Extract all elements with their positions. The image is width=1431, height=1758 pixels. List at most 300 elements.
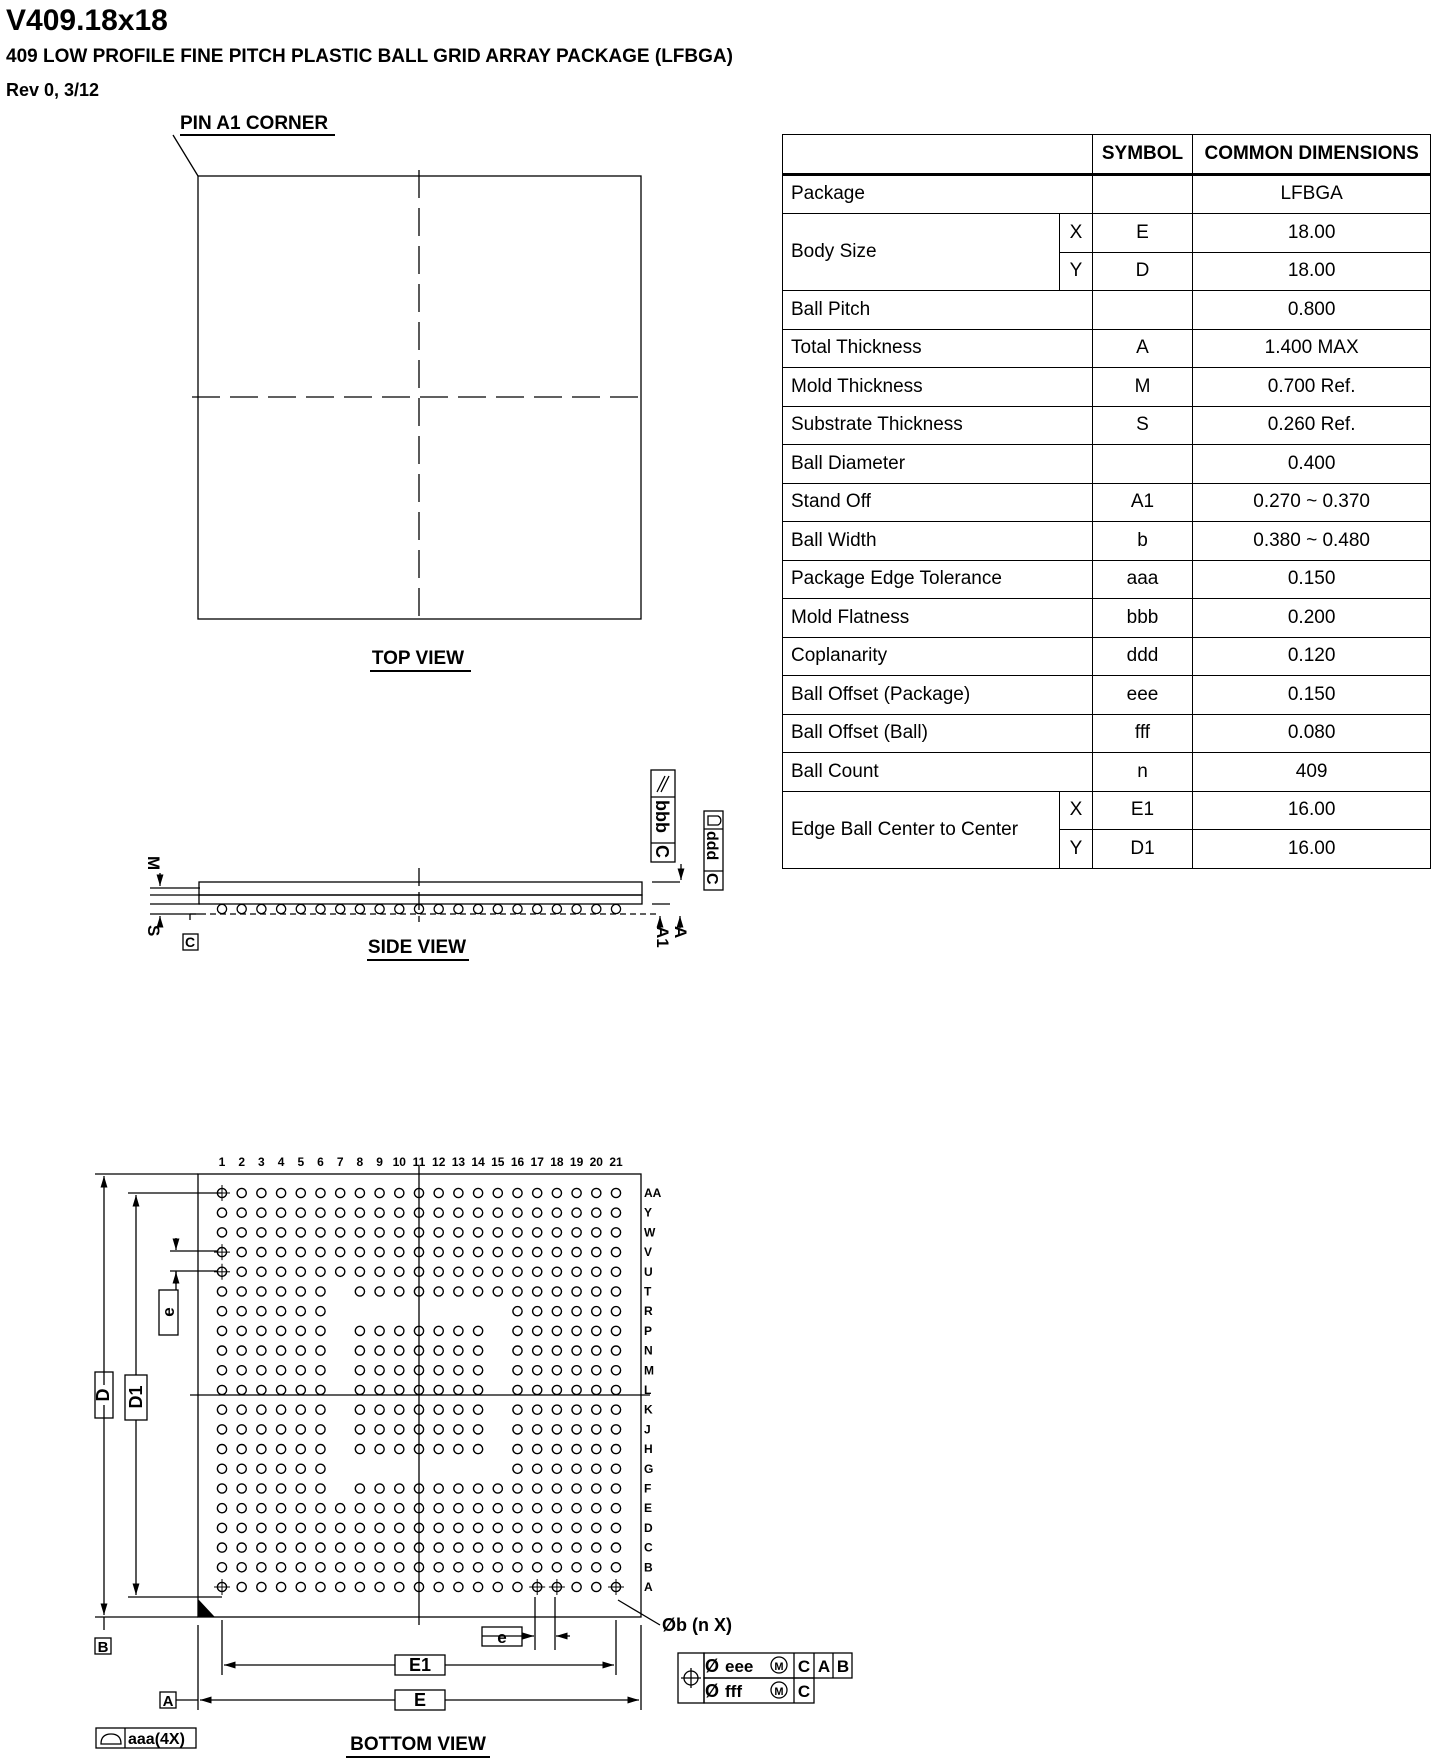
side-ball xyxy=(316,904,325,913)
ball xyxy=(592,1445,601,1454)
ball xyxy=(474,1346,483,1355)
column-label: 13 xyxy=(451,1155,466,1169)
ball xyxy=(474,1228,483,1237)
ball xyxy=(237,1326,246,1335)
ball xyxy=(355,1385,364,1394)
datum-a-label: A xyxy=(162,1693,174,1710)
side-ball xyxy=(474,904,483,913)
ball xyxy=(454,1208,463,1217)
ball xyxy=(474,1563,483,1572)
column-label: 4 xyxy=(277,1155,285,1169)
ball xyxy=(237,1346,246,1355)
pin-a1-label: PIN A1 CORNER xyxy=(180,113,329,134)
ball xyxy=(513,1248,522,1257)
row-name: Stand Off xyxy=(783,483,1093,522)
column-label: 2 xyxy=(238,1155,246,1169)
header-dims: COMMON DIMENSIONS xyxy=(1193,135,1431,175)
ball xyxy=(316,1563,325,1572)
ball xyxy=(572,1484,581,1493)
row-label: P xyxy=(644,1323,653,1338)
ball xyxy=(336,1248,345,1257)
ball xyxy=(493,1248,502,1257)
ball xyxy=(237,1307,246,1316)
ball xyxy=(533,1464,542,1473)
ball xyxy=(257,1504,266,1513)
ball xyxy=(611,1267,620,1276)
side-ball xyxy=(336,904,345,913)
ball xyxy=(296,1366,305,1375)
ball xyxy=(533,1267,542,1276)
ball xyxy=(513,1543,522,1552)
row-label: Y xyxy=(644,1205,653,1220)
ball xyxy=(552,1228,561,1237)
ball xyxy=(434,1582,443,1591)
side-ball xyxy=(454,904,463,913)
column-label: 11 xyxy=(412,1155,426,1169)
fcf-eee-datum-a: A xyxy=(817,1657,831,1676)
datum-b-label: B xyxy=(97,1639,109,1656)
ball xyxy=(296,1346,305,1355)
ball xyxy=(217,1366,226,1375)
ball xyxy=(257,1582,266,1591)
ball xyxy=(355,1504,364,1513)
ball xyxy=(395,1346,404,1355)
ball xyxy=(592,1563,601,1572)
row-label: E xyxy=(644,1501,653,1516)
ball xyxy=(395,1582,404,1591)
ball xyxy=(533,1248,542,1257)
table-row xyxy=(783,599,1431,638)
row-label: H xyxy=(644,1442,653,1457)
ball xyxy=(611,1523,620,1532)
ball xyxy=(552,1425,561,1434)
ball xyxy=(257,1543,266,1552)
substrate xyxy=(199,895,642,904)
ball xyxy=(513,1582,522,1591)
ball xyxy=(434,1346,443,1355)
ball xyxy=(257,1287,266,1296)
dim-e-pitch-vertical: e xyxy=(159,1307,178,1317)
row-axis: X xyxy=(1060,214,1092,253)
ball xyxy=(572,1326,581,1335)
dim-m-label: M xyxy=(144,856,163,871)
ball xyxy=(336,1543,345,1552)
ball xyxy=(572,1543,581,1552)
ball xyxy=(454,1346,463,1355)
row-label: U xyxy=(644,1264,653,1279)
ball xyxy=(375,1326,384,1335)
ball xyxy=(355,1346,364,1355)
ball xyxy=(592,1307,601,1316)
side-ball xyxy=(572,904,581,913)
ball xyxy=(513,1484,522,1493)
ball xyxy=(375,1504,384,1513)
ball xyxy=(257,1366,266,1375)
ball xyxy=(217,1445,226,1454)
row-axis: Y xyxy=(1060,252,1092,291)
ball xyxy=(296,1228,305,1237)
ball xyxy=(296,1543,305,1552)
mold-body xyxy=(199,882,642,895)
row-label: F xyxy=(644,1481,652,1496)
ball xyxy=(355,1267,364,1276)
fcf-eee-mmc: M xyxy=(774,1661,784,1673)
ball xyxy=(277,1326,286,1335)
row-value: 0.150 xyxy=(1193,676,1431,715)
ball xyxy=(277,1385,286,1394)
ball xyxy=(257,1563,266,1572)
column-label: 3 xyxy=(258,1155,265,1169)
ball xyxy=(316,1464,325,1473)
row-name: Ball Count xyxy=(783,753,1093,792)
ball xyxy=(533,1563,542,1572)
ball xyxy=(513,1346,522,1355)
ball xyxy=(572,1307,581,1316)
ball xyxy=(237,1425,246,1434)
ball xyxy=(454,1326,463,1335)
ball xyxy=(336,1504,345,1513)
side-ball xyxy=(217,904,226,913)
ball xyxy=(533,1484,542,1493)
column-label: 8 xyxy=(356,1155,364,1169)
ball xyxy=(454,1582,463,1591)
side-ball xyxy=(493,904,502,913)
ball xyxy=(316,1385,325,1394)
ball xyxy=(611,1307,620,1316)
ball xyxy=(316,1326,325,1335)
ball xyxy=(611,1366,620,1375)
ball xyxy=(592,1228,601,1237)
dim-s-label: S xyxy=(144,925,163,937)
ball xyxy=(552,1208,561,1217)
dim-e1-label: E1 xyxy=(408,1655,432,1675)
side-ball xyxy=(296,904,305,913)
ball xyxy=(375,1543,384,1552)
fcf-bbb-datum: C xyxy=(652,845,672,858)
ball xyxy=(572,1464,581,1473)
ball xyxy=(277,1346,286,1355)
row-symbol: bbb xyxy=(1092,599,1193,638)
dim-d1-label: D1 xyxy=(126,1385,146,1409)
ball xyxy=(552,1366,561,1375)
ball xyxy=(257,1523,266,1532)
ball xyxy=(493,1582,502,1591)
ball xyxy=(296,1445,305,1454)
ball xyxy=(493,1484,502,1493)
ball xyxy=(277,1228,286,1237)
ball xyxy=(296,1385,305,1394)
column-label: 14 xyxy=(471,1155,485,1169)
ball xyxy=(611,1405,620,1414)
ball xyxy=(552,1248,561,1257)
column-label: 1 xyxy=(218,1155,226,1169)
ball xyxy=(572,1425,581,1434)
ball xyxy=(533,1326,542,1335)
ball xyxy=(474,1366,483,1375)
ball xyxy=(611,1543,620,1552)
ball xyxy=(257,1248,266,1257)
row-value: 409 xyxy=(1193,753,1431,792)
column-label: 20 xyxy=(589,1155,603,1169)
ball xyxy=(257,1464,266,1473)
row-value: 18.00 xyxy=(1193,214,1431,253)
ball xyxy=(513,1287,522,1296)
ball xyxy=(611,1504,620,1513)
row-label: D xyxy=(644,1520,653,1535)
side-ball xyxy=(375,904,384,913)
side-ball xyxy=(434,904,443,913)
row-value: 0.120 xyxy=(1193,637,1431,676)
ball xyxy=(513,1464,522,1473)
ball xyxy=(552,1543,561,1552)
ball xyxy=(474,1385,483,1394)
column-label: 9 xyxy=(376,1155,383,1169)
table-row xyxy=(783,368,1431,407)
ball xyxy=(454,1543,463,1552)
ball xyxy=(395,1228,404,1237)
ball xyxy=(572,1287,581,1296)
ball xyxy=(336,1188,345,1197)
ball xyxy=(375,1385,384,1394)
row-symbol xyxy=(1092,291,1193,330)
ball xyxy=(434,1445,443,1454)
ball xyxy=(592,1425,601,1434)
ball xyxy=(474,1208,483,1217)
ball xyxy=(454,1523,463,1532)
ball xyxy=(277,1464,286,1473)
row-symbol: E1 xyxy=(1092,791,1193,830)
ball xyxy=(592,1464,601,1473)
ball xyxy=(277,1405,286,1414)
ball xyxy=(454,1563,463,1572)
table-row xyxy=(783,174,1431,214)
ball xyxy=(474,1248,483,1257)
ball xyxy=(296,1523,305,1532)
ball xyxy=(217,1543,226,1552)
ball xyxy=(572,1208,581,1217)
ball xyxy=(454,1267,463,1276)
row-value: 0.270 ~ 0.370 xyxy=(1193,483,1431,522)
ball xyxy=(552,1188,561,1197)
ball xyxy=(434,1267,443,1276)
ball xyxy=(237,1484,246,1493)
ball xyxy=(217,1287,226,1296)
row-label: R xyxy=(644,1304,653,1319)
ball xyxy=(611,1326,620,1335)
ball xyxy=(454,1366,463,1375)
ball xyxy=(611,1385,620,1394)
ball xyxy=(533,1188,542,1197)
ball xyxy=(316,1208,325,1217)
header-symbol: SYMBOL xyxy=(1092,135,1193,175)
row-symbol: b xyxy=(1092,522,1193,561)
ball xyxy=(533,1228,542,1237)
ball xyxy=(552,1307,561,1316)
ball xyxy=(336,1582,345,1591)
ball xyxy=(533,1445,542,1454)
ball xyxy=(592,1346,601,1355)
ball xyxy=(395,1405,404,1414)
ball xyxy=(572,1405,581,1414)
ball xyxy=(277,1543,286,1552)
ball xyxy=(296,1267,305,1276)
ball xyxy=(355,1425,364,1434)
ball xyxy=(277,1563,286,1572)
fcf-eee-diameter: Ø xyxy=(705,1656,720,1676)
ball xyxy=(395,1208,404,1217)
row-axis: X xyxy=(1060,791,1092,830)
ball xyxy=(395,1366,404,1375)
ball xyxy=(454,1228,463,1237)
fcf-ddd-value: ddd xyxy=(703,831,720,861)
ball xyxy=(592,1267,601,1276)
ball xyxy=(552,1464,561,1473)
row-label: W xyxy=(644,1225,656,1240)
column-label: 16 xyxy=(510,1155,525,1169)
ball xyxy=(592,1208,601,1217)
column-label: 10 xyxy=(392,1155,406,1169)
ball xyxy=(474,1504,483,1513)
row-name: Ball Offset (Package) xyxy=(783,676,1093,715)
ball xyxy=(434,1188,443,1197)
ball xyxy=(552,1326,561,1335)
ball xyxy=(454,1445,463,1454)
side-ball xyxy=(237,904,246,913)
ball xyxy=(336,1523,345,1532)
ball xyxy=(316,1307,325,1316)
ball xyxy=(355,1445,364,1454)
ball xyxy=(217,1385,226,1394)
row-name: Substrate Thickness xyxy=(783,406,1093,445)
ball xyxy=(316,1484,325,1493)
fcf-fff-diameter: Ø xyxy=(705,1681,720,1701)
fcf-fff-datum-c: C xyxy=(797,1682,811,1701)
row-label: M xyxy=(644,1363,654,1378)
ball xyxy=(513,1208,522,1217)
ball xyxy=(513,1523,522,1532)
side-ball xyxy=(355,904,364,913)
ball xyxy=(355,1228,364,1237)
ball xyxy=(296,1248,305,1257)
row-name: Ball Width xyxy=(783,522,1093,561)
table-row xyxy=(783,676,1431,715)
aaa-label: aaa(4X) xyxy=(128,1731,185,1748)
ball xyxy=(493,1208,502,1217)
ball xyxy=(316,1445,325,1454)
dim-e-pitch-horizontal: e xyxy=(497,1628,507,1647)
ball xyxy=(375,1563,384,1572)
ball xyxy=(513,1425,522,1434)
ball xyxy=(552,1405,561,1414)
row-label: K xyxy=(644,1402,653,1417)
ball xyxy=(474,1543,483,1552)
side-ball xyxy=(257,904,266,913)
ball xyxy=(454,1287,463,1296)
table-row xyxy=(783,714,1431,753)
ball xyxy=(257,1307,266,1316)
side-ball xyxy=(592,904,601,913)
row-name: Ball Pitch xyxy=(783,291,1093,330)
ball xyxy=(375,1267,384,1276)
ball xyxy=(316,1543,325,1552)
ball xyxy=(296,1425,305,1434)
ball xyxy=(552,1563,561,1572)
column-label: 7 xyxy=(336,1155,344,1169)
side-ball xyxy=(552,904,561,913)
ball xyxy=(237,1523,246,1532)
ball xyxy=(611,1248,620,1257)
ball xyxy=(552,1346,561,1355)
ball xyxy=(552,1504,561,1513)
ball xyxy=(552,1484,561,1493)
ball xyxy=(257,1208,266,1217)
ball xyxy=(493,1287,502,1296)
side-ball xyxy=(513,904,522,913)
table-row xyxy=(783,214,1431,253)
ball xyxy=(355,1287,364,1296)
ball xyxy=(513,1445,522,1454)
ball xyxy=(217,1326,226,1335)
row-value: 1.400 MAX xyxy=(1193,329,1431,368)
ball xyxy=(296,1287,305,1296)
ball xyxy=(592,1188,601,1197)
ball xyxy=(296,1582,305,1591)
table-row xyxy=(783,753,1431,792)
ball xyxy=(336,1208,345,1217)
ball xyxy=(533,1405,542,1414)
ball xyxy=(375,1188,384,1197)
row-name: Package xyxy=(783,174,1093,214)
ball xyxy=(296,1188,305,1197)
row-label: J xyxy=(644,1422,651,1437)
ball xyxy=(257,1228,266,1237)
ball xyxy=(513,1385,522,1394)
ball xyxy=(375,1523,384,1532)
datum-c-text: C xyxy=(184,934,196,950)
ball xyxy=(355,1326,364,1335)
drawing-title: 409 LOW PROFILE FINE PITCH PLASTIC BALL GRID ARRAY PACKAGE (LFBGA) xyxy=(6,46,733,67)
row-value: 0.800 xyxy=(1193,291,1431,330)
row-label: G xyxy=(644,1461,654,1476)
row-axis: Y xyxy=(1060,830,1092,869)
ball xyxy=(336,1267,345,1276)
drawing-code: V409.18x18 xyxy=(6,4,168,37)
ball xyxy=(395,1385,404,1394)
ball xyxy=(277,1307,286,1316)
ball xyxy=(355,1248,364,1257)
ball xyxy=(237,1228,246,1237)
fcf-eee-datum-c: C xyxy=(797,1657,811,1676)
ball xyxy=(611,1445,620,1454)
row-symbol: D xyxy=(1092,252,1193,291)
ball xyxy=(611,1563,620,1572)
ball xyxy=(237,1267,246,1276)
ball xyxy=(217,1484,226,1493)
ball xyxy=(257,1425,266,1434)
ball xyxy=(355,1484,364,1493)
ball xyxy=(474,1188,483,1197)
ball xyxy=(434,1504,443,1513)
ball xyxy=(237,1287,246,1296)
ball xyxy=(533,1346,542,1355)
ball xyxy=(336,1228,345,1237)
table-row xyxy=(783,522,1431,561)
ball xyxy=(375,1228,384,1237)
ball xyxy=(434,1425,443,1434)
fcf-fff-value: fff xyxy=(725,1682,742,1701)
column-label: 21 xyxy=(609,1155,623,1169)
dim-a1-label: A1 xyxy=(653,926,672,948)
